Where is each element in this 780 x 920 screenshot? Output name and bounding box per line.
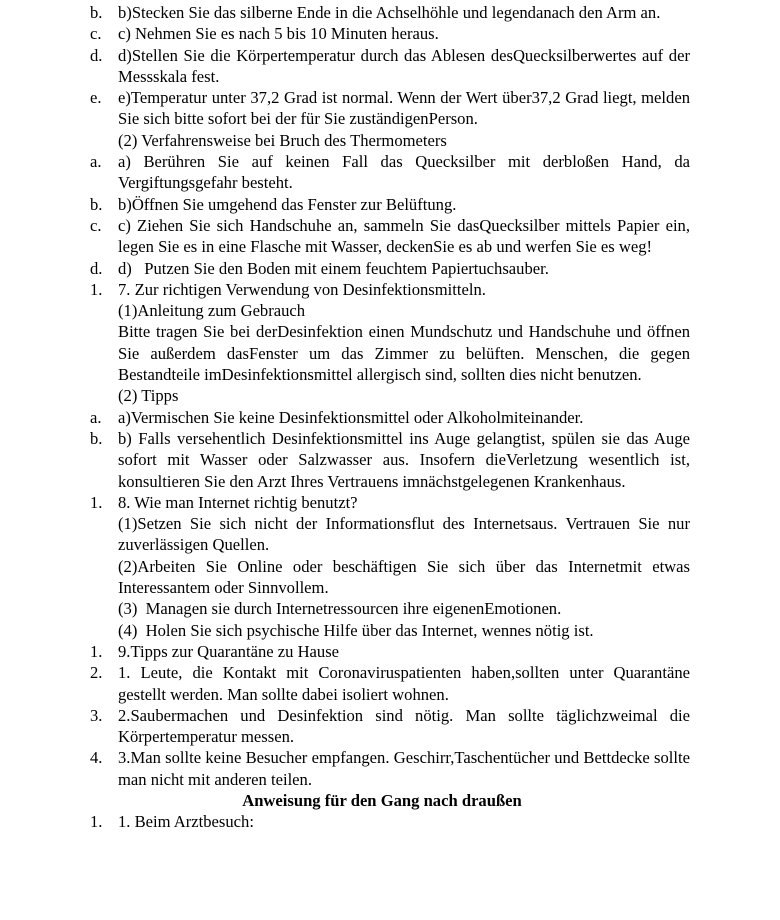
section-heading: Anweisung für den Gang nach draußen xyxy=(242,790,522,810)
list-marker: c. xyxy=(90,24,102,44)
list-item xyxy=(0,747,780,790)
list-marker: 1. xyxy=(90,812,103,832)
paragraph: (4) Holen Sie sich psychische Hilfe über das Internet, wennes nötig ist. xyxy=(118,620,594,640)
list-item-text: b)Stecken Sie das silberne Ende in die Achselhöhle und legendanach den Arm an. xyxy=(118,3,661,22)
list-marker: 1. xyxy=(90,279,103,299)
list-marker: b. xyxy=(90,428,103,448)
list-item-text: c) Nehmen Sie es nach 5 bis 10 Minuten heraus. xyxy=(118,24,439,44)
list-item-text: d) Putzen Sie den Boden mit einem feuchtem Papiertuchsauber. xyxy=(118,258,549,278)
paragraph: (1)Anleitung zum Gebrauch xyxy=(118,301,306,321)
list-item-text: d)Stellen Sie die Körpertemperatur durch das Ablesen desQuecksilberwertes auf der Messskala fest. xyxy=(118,45,690,86)
list-item-text: 9.Tipps zur Quarantäne zu Hause xyxy=(118,641,340,661)
list-marker: d. xyxy=(90,45,103,65)
list-item-text: 1. Beim Arztbesuch: xyxy=(118,812,254,832)
list-marker: 1. xyxy=(90,492,103,512)
list-item xyxy=(0,194,780,215)
list-item-text: e)Temperatur unter 37,2 Grad ist normal. Wenn der Wert über37,2 Grad liegt, melden Sie sich bitte sofort bei der für Sie zuständigenPerson. xyxy=(118,88,690,129)
paragraph: (2)Arbeiten Sie Online oder beschäftigen Sie sich über das Internetmit etwas Interessantem oder Sinnvollem. xyxy=(118,556,690,598)
list-item-text: 3.Man sollte keine Besucher empfangen. Geschirr,Taschentücher und Bettdecke sollte man nicht mit anderen teilen. xyxy=(118,748,690,789)
list-marker: a. xyxy=(90,407,102,427)
list-item-text: b) Falls versehentlich Desinfektionsmittel ins Auge gelangtist, spülen sie das Auge sofort mit Wasser oder Salzwasser aus. Insofern dieVerletzung wesentlich ist, konsultieren Sie den Arzt Ihres Vertrauens imnächstgelegenen Krankenhaus. xyxy=(118,428,690,491)
list-marker: c. xyxy=(90,215,102,235)
list-item xyxy=(0,428,780,492)
list-marker: b. xyxy=(90,3,103,22)
list-item xyxy=(0,641,780,662)
list-marker: d. xyxy=(90,258,103,278)
paragraph: Bitte tragen Sie bei derDesinfektion einen Mundschutz und Handschuhe und öffnen Sie außerdem dasFenster um das Zimmer zu belüften. Menschen, die gegen Bestandteile imDesinfektionsmittel allergisch sind, sollten dies nicht benutzen. xyxy=(118,322,690,385)
list-marker: a. xyxy=(90,152,102,172)
list-item-text: 8. Wie man Internet richtig benutzt? xyxy=(118,492,358,512)
list-item xyxy=(0,2,780,23)
list-item xyxy=(0,492,780,513)
list-item-text: 2.Saubermachen und Desinfektion sind nötig. Man sollte täglichzweimal die Körpertemperatur messen. xyxy=(118,705,690,747)
list-item xyxy=(0,662,780,705)
list-item-text: a) Berühren Sie auf keinen Fall das Quecksilber mit derbloßen Hand, da Vergiftungsgefahr besteht. xyxy=(118,152,690,193)
list-marker: 4. xyxy=(90,748,103,768)
list-marker: 1. xyxy=(90,641,103,661)
list-marker: 3. xyxy=(90,705,103,725)
list-item xyxy=(0,23,780,44)
list-item-text: c) Ziehen Sie sich Handschuhe an, sammeln Sie dasQuecksilber mittels Papier ein, legen Sie es in eine Flasche mit Wasser, deckenSie es ab und werfen Sie es weg! xyxy=(118,215,690,257)
list-item-text: 1. Leute, die Kontakt mit Coronaviruspatienten haben,sollten unter Quarantäne gestellt werden. Man sollte dabei isoliert wohnen. xyxy=(118,663,690,704)
list-item xyxy=(0,705,780,748)
list-item xyxy=(0,811,780,832)
list-item xyxy=(0,87,780,130)
list-item-text: a)Vermischen Sie keine Desinfektionsmittel oder Alkoholmiteinander. xyxy=(118,407,584,427)
list-item xyxy=(0,258,780,279)
list-item-text: b)Öffnen Sie umgehend das Fenster zur Belüftung. xyxy=(118,194,457,214)
paragraph: (1)Setzen Sie sich nicht der Informationsflut des Internetsaus. Vertrauen Sie nur zuverlässigen Quellen. xyxy=(118,514,690,555)
paragraph: (3) Managen sie durch Internetressourcen ihre eigenenEmotionen. xyxy=(118,599,562,619)
paragraph: (2) Tipps xyxy=(118,386,179,406)
list-item xyxy=(0,151,780,194)
list-item xyxy=(0,407,780,428)
list-item xyxy=(0,215,780,258)
list-item-text: 7. Zur richtigen Verwendung von Desinfektionsmitteln. xyxy=(118,279,486,299)
paragraph: (2) Verfahrensweise bei Bruch des Thermometers xyxy=(118,130,447,150)
list-item xyxy=(0,45,780,88)
list-marker: e. xyxy=(90,88,102,108)
list-marker: 2. xyxy=(90,663,103,683)
list-marker: b. xyxy=(90,194,103,214)
list-item xyxy=(0,279,780,300)
